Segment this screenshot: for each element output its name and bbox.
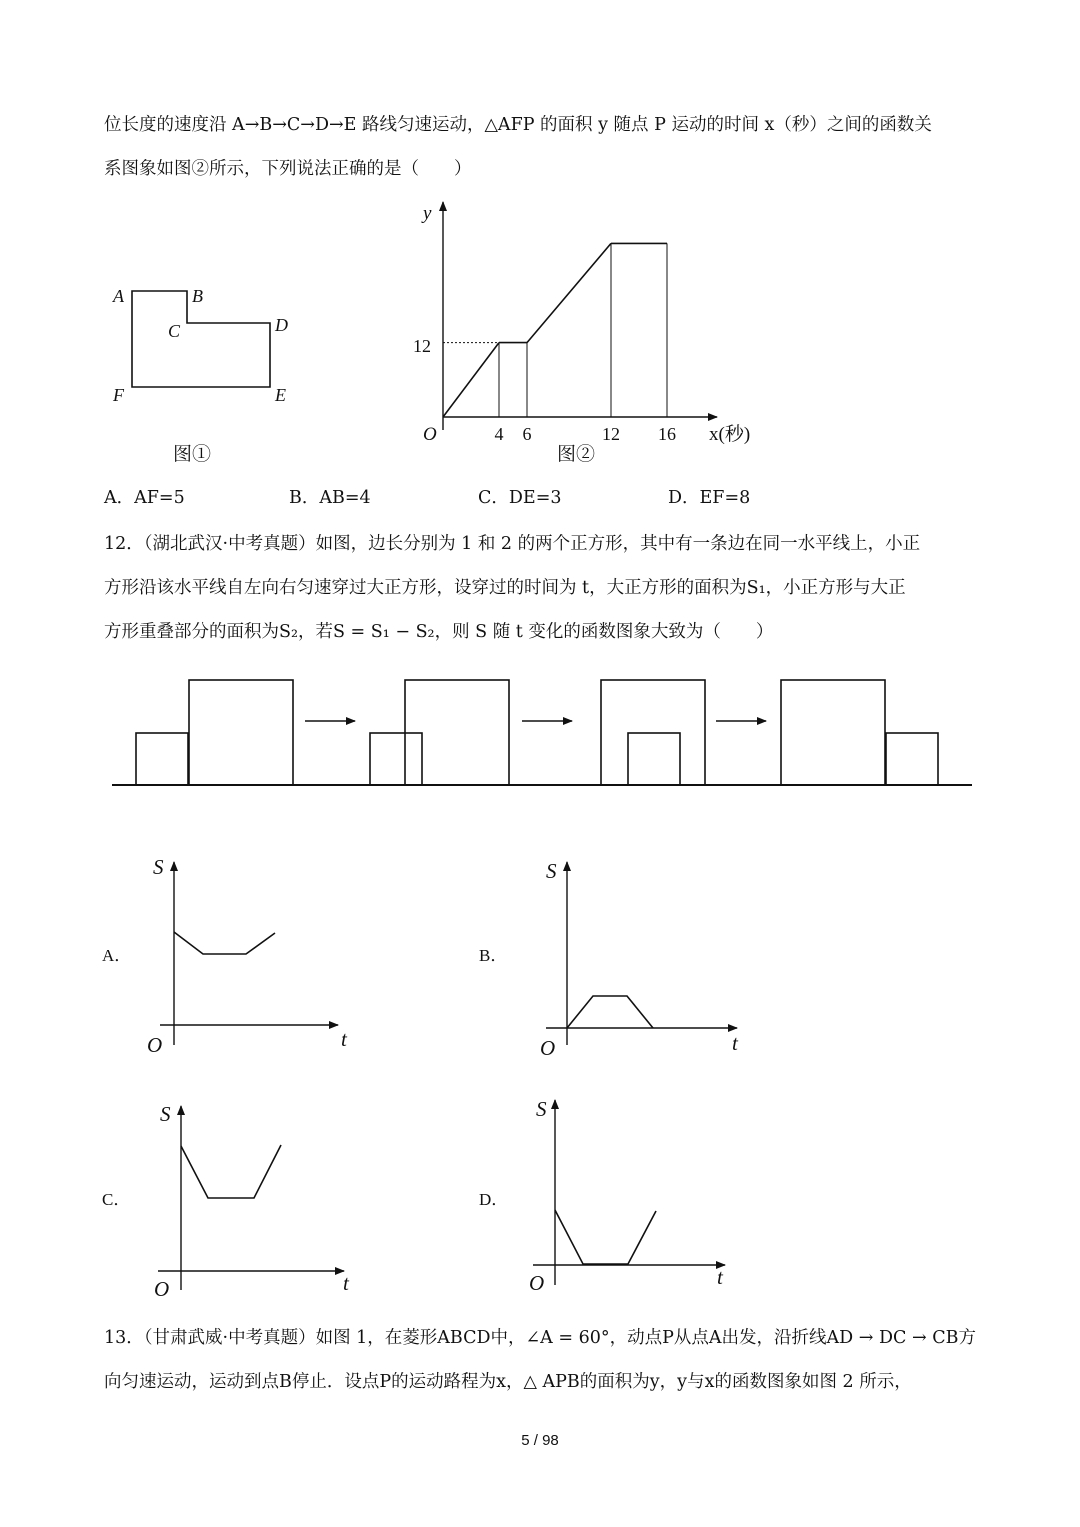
q13-line-2: 向匀速运动，运动到点B停止．设点P的运动路程为x，△ APB的面积为y，y与x的函数图象如图 2 所示， [104, 1372, 912, 1392]
option-d-s-label: S [536, 1097, 547, 1121]
option-b-curve [567, 996, 653, 1028]
option-a-origin: O [147, 1033, 163, 1057]
option-c-s-label: S [160, 1102, 171, 1126]
big-square-1 [189, 680, 293, 785]
option-b-letter: B． [479, 946, 508, 965]
label-F: F [113, 385, 124, 405]
option-d-letter: D． [479, 1190, 509, 1209]
option-c-letter: C． [102, 1190, 131, 1209]
label-D: D [275, 315, 288, 335]
option-a-letter: A． [102, 946, 132, 965]
option-d-origin: O [529, 1271, 545, 1295]
option-b-origin: O [540, 1036, 556, 1060]
q12-line-1: 12．（湖北武汉·中考真题）如图，边长分别为 1 和 2 的两个正方形，其中有一条边在同一水平线上，小正 [104, 534, 921, 554]
x-tick-16: 16 [658, 424, 676, 444]
option-c[interactable]: C．DE=3 [478, 488, 562, 508]
y-tick-12: 12 [413, 336, 431, 356]
figure-2-chart [413, 202, 750, 465]
option-c-graph [102, 1102, 350, 1301]
option-a-s-label: S [153, 855, 164, 879]
q12-illustration [112, 680, 972, 785]
small-square-1 [136, 733, 188, 785]
option-b-t-label: t [732, 1031, 738, 1055]
option-c-origin: O [154, 1277, 170, 1301]
label-B: B [192, 286, 203, 306]
option-a[interactable]: A．AF=5 [104, 488, 185, 508]
q13-text [104, 1316, 984, 1404]
option-a-graph [102, 855, 348, 1057]
x-tick-4: 4 [494, 424, 504, 444]
figure-2-caption: 图② [557, 444, 596, 465]
option-b[interactable]: B．AB=4 [289, 488, 371, 508]
small-square-3 [628, 733, 680, 785]
series-segment-1 [443, 343, 499, 417]
figure-1-polygon [112, 286, 288, 465]
q12-line-2: 方形沿该水平线自左向右匀速穿过大正方形，设穿过的时间为 t，大正方形的面积为S₁，小正方形与大正 [104, 578, 906, 598]
option-b-graph [479, 859, 739, 1060]
q11-line-1: 位长度的速度沿 A→B→C→D→E 路线匀速运动，△AFP 的面积 y 随点 P 运动的时间 x（秒）之间的函数关 [104, 115, 932, 135]
option-d-graph [479, 1097, 725, 1295]
q11-line-2: 系图象如图②所示，下列说法正确的是（ ） [104, 159, 472, 179]
label-C: C [168, 321, 181, 341]
option-a-t-label: t [341, 1027, 347, 1051]
label-A: A [113, 286, 124, 306]
page-number: 5 / 98 [521, 1432, 559, 1449]
q13-line-1: 13．（甘肃武威·中考真题）如图 1，在菱形ABCD中，∠A = 60°，动点P从点A出发，沿折线AD → DC → CB方 [104, 1328, 976, 1348]
option-b-s-label: S [546, 859, 557, 883]
q11-options [104, 484, 984, 516]
option-d-curve [555, 1210, 656, 1264]
series-segment-3 [527, 243, 611, 342]
small-square-4 [886, 733, 938, 785]
y-axis-label: y [423, 203, 432, 224]
q12-line-3: 方形重叠部分的面积为S₂，若S = S₁ − S₂，则 S 随 t 变化的函数图象大致为（ ） [104, 622, 774, 642]
origin-label: O [423, 424, 437, 445]
option-d-t-label: t [717, 1265, 723, 1289]
x-axis-label: x(秒) [709, 424, 751, 445]
option-a-curve [174, 932, 275, 954]
figure-1-caption: 图① [173, 444, 212, 465]
label-E: E [275, 385, 286, 405]
x-tick-12: 12 [602, 424, 620, 444]
option-c-t-label: t [343, 1271, 349, 1295]
big-square-4 [781, 680, 885, 785]
option-d[interactable]: D．EF=8 [668, 488, 751, 508]
small-square-2 [370, 733, 422, 785]
option-c-curve [181, 1145, 281, 1198]
q12-text [104, 522, 984, 654]
x-tick-6: 6 [522, 424, 532, 444]
